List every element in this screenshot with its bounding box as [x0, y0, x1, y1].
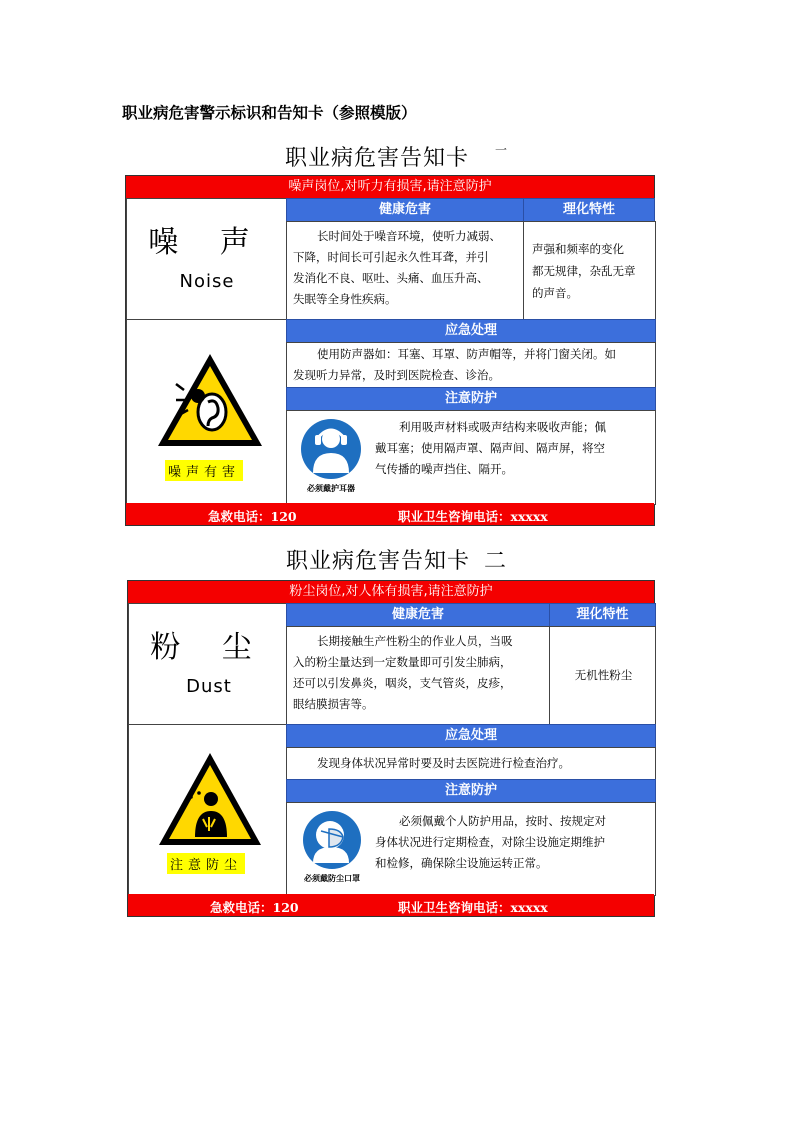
card1-protect-cell — [286, 410, 656, 505]
card2-hazard-name: 粉 尘 — [150, 630, 268, 665]
card1-sign-cell — [126, 319, 287, 505]
card2-title-suffix: 二 — [484, 549, 508, 574]
card2-protect-text: 必须佩戴个人防护用品，按时、按规定对 身体状况进行定期检查，对除尘设施定期维护 和检修，确保除尘设施运转正常。 — [375, 814, 606, 870]
card1-title-row — [0, 141, 793, 172]
notice-card-noise — [125, 175, 655, 526]
ear-protection-mandatory-icon — [297, 417, 365, 481]
card1-hazard-english: Noise — [179, 271, 235, 292]
card2-property-header: 理化特性 — [549, 603, 656, 627]
card2-emergency-cell — [286, 747, 656, 780]
card1-emergency-cell — [286, 342, 656, 388]
card2-warning-bar: 粉尘岗位,对人体有损害,请注意防护 — [128, 581, 654, 603]
card2-title-row — [0, 544, 793, 575]
card1-emergency-header: 应急处理 — [286, 319, 656, 343]
card1-property-text: 声强和频率的变化 都无规律，杂乱无章 的声音。 — [532, 242, 636, 300]
card1-health-text: 长时间处于噪音环境，使听力减弱、 下降，时间长可引起永久性耳聋，并引 发消化不良、呕吐、头痛、血压升高、 失眠等全身性疾病。 — [293, 229, 501, 306]
card1-property-header: 理化特性 — [523, 198, 655, 222]
dust-mask-mandatory-icon — [299, 809, 365, 871]
card1-emergency-phone: 急救电话：120 — [208, 509, 297, 524]
card2-property-text: 无机性粉尘 — [574, 668, 633, 682]
card1-protect-text: 利用吸声材料或吸声结构来吸收声能；佩 戴耳塞；使用隔声罩、隔声间、隔声屏，将空 气传播的噪声挡住、隔开。 — [375, 420, 606, 476]
card1-health-cell — [286, 221, 524, 320]
card2-mandatory-caption: 必须戴防尘口罩 — [304, 874, 360, 883]
card2-hazard-name-cell — [128, 603, 287, 725]
card2-health-cell — [286, 626, 550, 725]
card1-health-header: 健康危害 — [286, 198, 524, 222]
card1-hazard-name: 噪 声 — [148, 225, 266, 260]
card2-sign-label: 注意防尘 — [167, 853, 245, 874]
card1-title-suffix: 一 — [495, 143, 509, 157]
card2-property-cell — [549, 626, 656, 725]
card2-health-header: 健康危害 — [286, 603, 550, 627]
card2-health-text: 长期接触生产性粉尘的作业人员，当吸 入的粉尘量达到一定数量即可引发尘肺病， 还可以引发鼻炎，咽炎，支气管炎，皮疹， 眼结膜损害等。 — [293, 634, 513, 711]
card2-emergency-phone: 急救电话：120 — [210, 900, 299, 915]
card2-protect-header: 注意防护 — [286, 779, 656, 803]
notice-card-dust — [127, 580, 655, 917]
card2-protect-cell — [286, 802, 656, 896]
card1-protect-header: 注意防护 — [286, 387, 656, 411]
card1-contact-bar — [126, 503, 654, 525]
card1-mandatory-caption: 必须戴护耳器 — [307, 484, 355, 493]
card1-consult-phone: 职业卫生咨询电话：xxxxx — [398, 509, 548, 524]
card1-sign-label: 噪声有害 — [165, 460, 243, 481]
card1-title: 职业病危害告知卡 — [284, 146, 469, 171]
card1-emergency-text: 使用防声器如：耳塞、耳罩、防声帽等，并将门窗关闭。如 发现听力异常，及时到医院检查、诊治。 — [293, 347, 616, 382]
card2-emergency-header: 应急处理 — [286, 724, 656, 748]
noise-warning-sign-icon — [154, 350, 266, 450]
document-title: 职业病危害警示标识和告知卡（参照模版） — [122, 104, 417, 122]
card1-warning-bar: 噪声岗位,对听力有损害,请注意防护 — [126, 176, 654, 198]
card2-emergency-text: 发现身体状况异常时要及时去医院进行检查治疗。 — [317, 756, 570, 770]
card2-contact-bar — [128, 894, 654, 916]
card2-hazard-english: Dust — [186, 676, 232, 697]
card1-property-cell — [523, 221, 656, 320]
card2-title: 职业病危害告知卡 — [285, 549, 470, 574]
card2-consult-phone: 职业卫生咨询电话：xxxxx — [398, 900, 548, 915]
card2-sign-cell — [128, 724, 287, 896]
card1-hazard-name-cell — [126, 198, 287, 320]
dust-warning-sign-icon — [155, 749, 265, 849]
